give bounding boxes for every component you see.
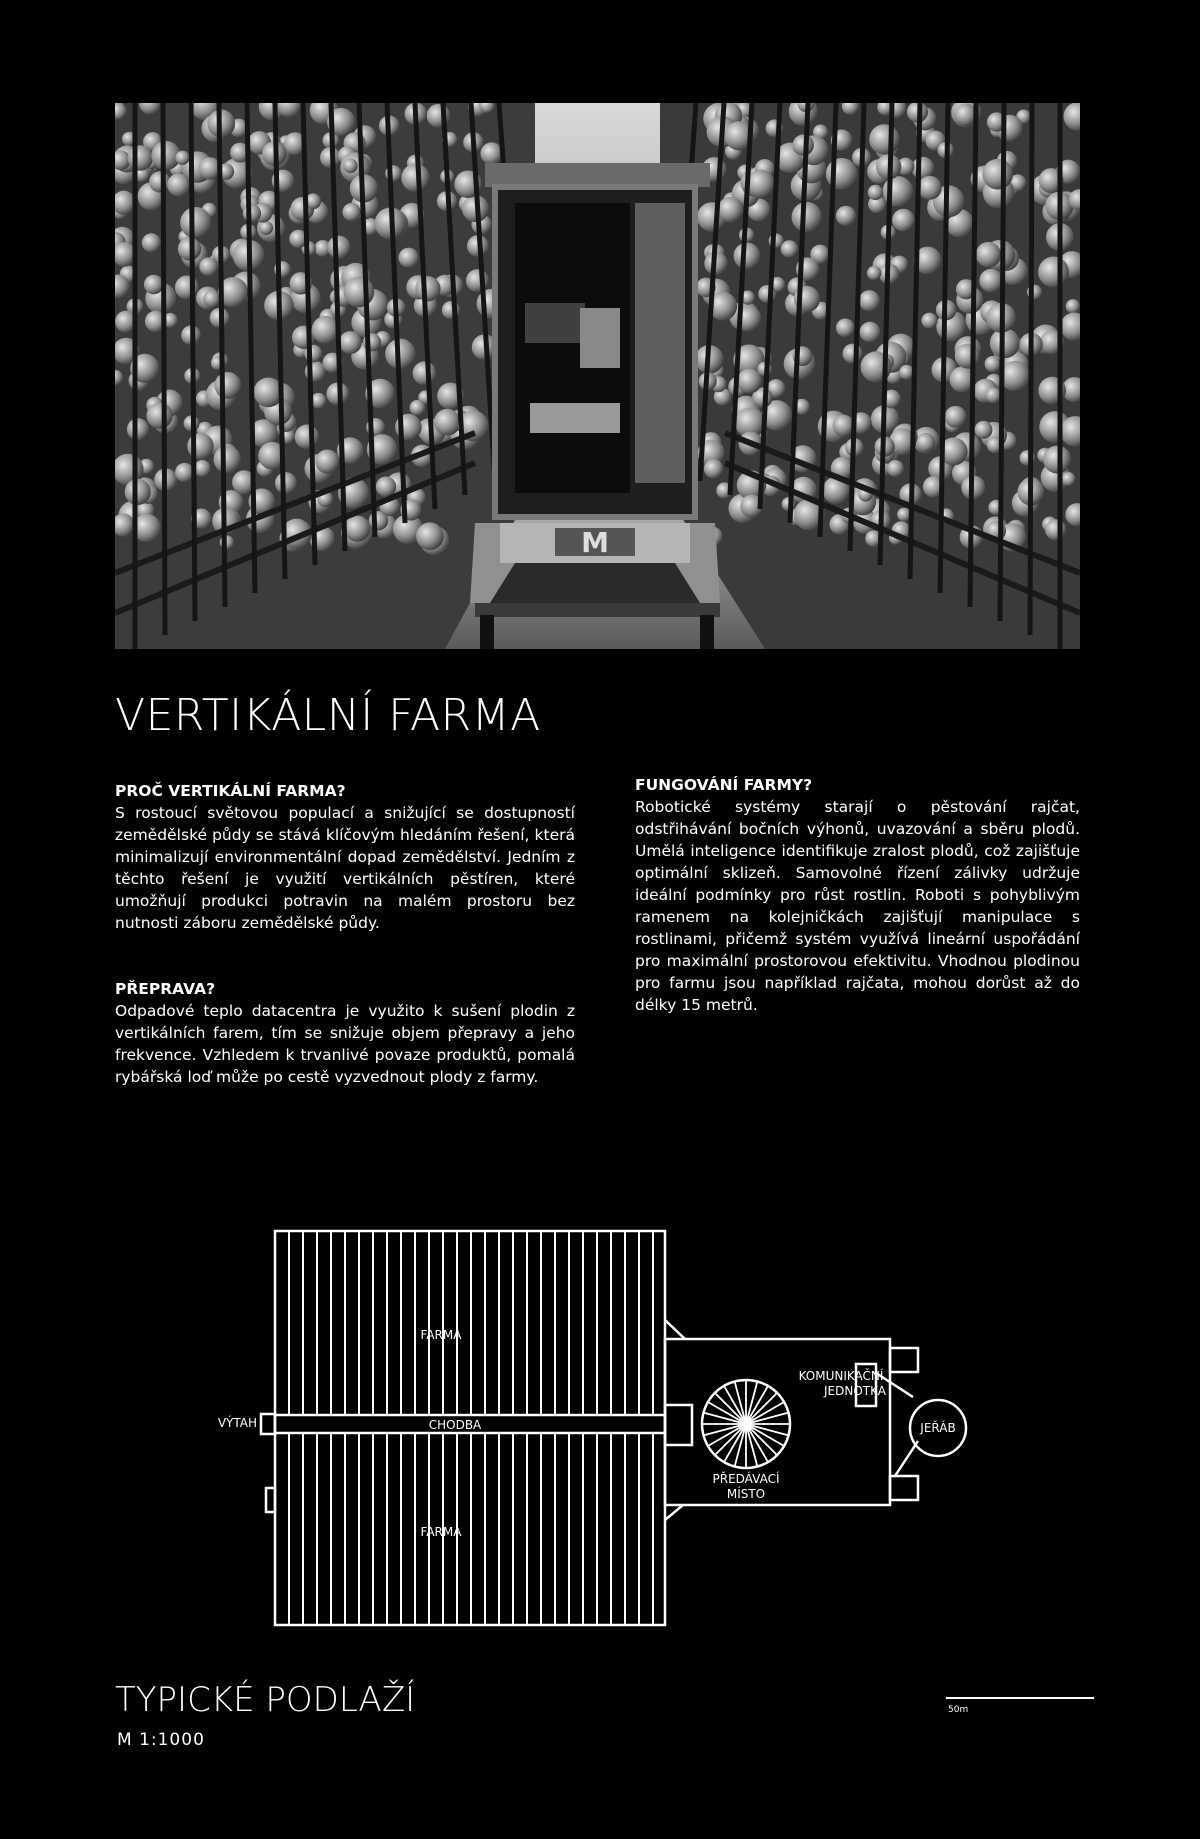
why-heading: PROČ VERTIKÁLNÍ FARMA? (115, 782, 346, 800)
operation-text: Robotické systémy starají o pěstování rajčat, odstřihávání bočních výhonů, uvazování a sběru plodů. Umělá inteligence identifikuje zralost plodů, což zajišťuje optimální sklizeň. Samovolné řízení zálivky udržuje ideální podmínky pro růst rostlin. Roboti s pohyblivým ramenem na kolejničkách zajišťují manipulace s rostlinami, přičemž systém využívá lineární uspořádání pro maximální prostorovou efektivitu. Vhodnou plodinou pro farmu jsou například rajčata, mohou dorůst až do délky 15 metrů. (635, 798, 1080, 1014)
operation-heading: FUNGOVÁNÍ FARMY? (635, 776, 813, 794)
lift-label: VÝTAH (217, 1416, 257, 1430)
transport-heading: PŘEPRAVA? (115, 980, 216, 998)
handover-label-2: MÍSTO (726, 1487, 766, 1501)
scale-bar-label: 50m (948, 1705, 969, 1715)
floor-plan-drawing (205, 1225, 995, 1630)
left-text-column (115, 780, 575, 1088)
greenhouse-illustration (115, 103, 1080, 649)
farm-top-label: FARMA (420, 1328, 462, 1342)
corridor-label: CHODBA (428, 1418, 482, 1432)
farm-bottom-label: FARMA (420, 1525, 462, 1539)
transport-text: Odpadové teplo datacentra je využito k sušení plodin z vertikálních farem, tím se snižuje objem přepravy a jeho frekvence. Vzhledem k trvanlivé povaze produktů, pomalá rybářská loď může po cestě vyzvednout plody z farmy. (115, 1002, 575, 1086)
lift-box (261, 1414, 275, 1434)
handover-label-1: PŘEDÁVACÍ (712, 1472, 780, 1486)
right-text-column (635, 774, 1080, 1016)
comm-unit-label-1: KOMUNIKAČNÍ (798, 1369, 884, 1383)
crane-label: JEŘÁB (920, 1421, 956, 1435)
greenhouse-photo (115, 103, 1080, 649)
scale-ratio: M 1:1000 (117, 1730, 205, 1750)
stair-box (266, 1488, 275, 1512)
scale-bar (946, 1697, 1094, 1699)
svg-text:M: M (581, 526, 609, 559)
section-title: TYPICKÉ PODLAŽÍ (115, 1680, 416, 1720)
page-title: VERTIKÁLNÍ FARMA (115, 690, 541, 741)
why-text: S rostoucí světovou populací a snižující se dostupností zemědělské půdy se stává klíčovým hledáním řešení, která minimalizují environmentální dopad zemědělství. Jedním z těchto řešení je využití vertikálních pěstíren, které umožňují produkci potravin na malém prostoru bez nutnosti záboru zemědělské půdy. (115, 804, 575, 932)
floor-plan (205, 1225, 995, 1630)
comm-unit-label-2: JEDNOTKA (824, 1384, 886, 1398)
